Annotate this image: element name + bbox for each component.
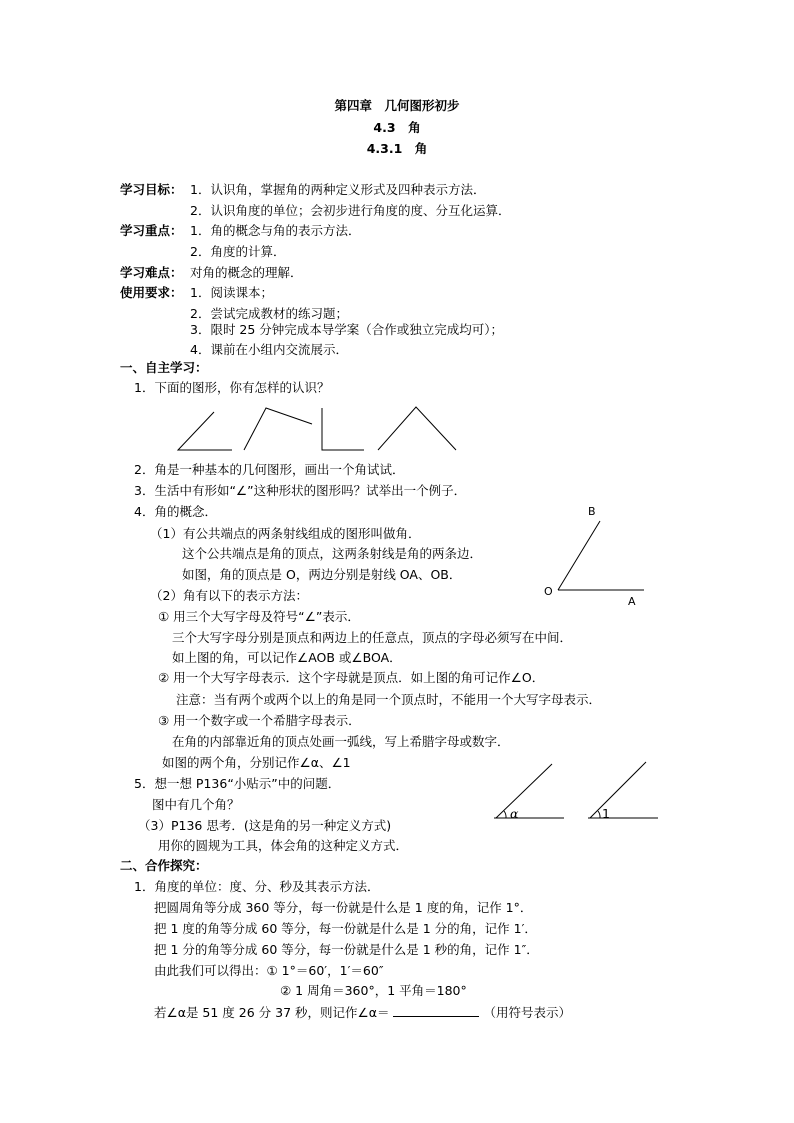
section-title: 4.3 角 <box>373 120 421 135</box>
exercise-hint: （用符号表示） <box>483 1005 571 1020</box>
subsection-title: 4.3.1 角 <box>366 141 428 156</box>
point-o-label: O <box>544 585 553 598</box>
question-2: 2．角是一种基本的几何图形，画出一个角试试． <box>134 462 405 477</box>
alpha-arc <box>504 811 506 818</box>
definition-2: （2）角有以下的表示方法： <box>150 588 308 603</box>
goal-item: 2．认识角度的单位；会初步进行角度的度、分互化运算． <box>190 203 511 218</box>
question-3: 3．生活中有形如“∠”这种形状的图形吗？试举出一个例子． <box>134 483 467 498</box>
definition-1-vertex: 这个公共端点是角的顶点，这两条射线是角的两条边． <box>182 546 483 561</box>
key-point-item: 2．角度的计算． <box>190 244 286 259</box>
part2-question-1: 1．角度的单位：度、分、秒及其表示方法． <box>134 879 380 894</box>
requirements-label: 使用要求： <box>120 285 183 300</box>
method-3-note: 在角的内部靠近角的顶点处画一弧线，写上希腊字母或数字． <box>172 734 510 749</box>
method-2-note: 注意：当有两个或两个以上的角是同一个顶点时，不能用一个大写字母表示． <box>176 692 602 707</box>
one-arc <box>598 811 600 818</box>
alpha-label: α <box>510 806 519 821</box>
question-5-sub: 图中有几个角？ <box>152 797 240 812</box>
part2-title: 二、合作探究： <box>120 858 208 873</box>
goals-label: 学习目标： <box>120 182 183 197</box>
answer-blank[interactable] <box>393 1004 479 1017</box>
alpha-angle-ray-upper <box>496 764 552 818</box>
ray-ob <box>558 521 600 590</box>
conclusion-1: 由此我们可以得出：① 1°＝60′，1′＝60″ <box>154 963 384 978</box>
method-1: ① 用三个大写字母及符号“∠”表示． <box>158 609 360 624</box>
method-3: ③ 用一个数字或一个希腊字母表示． <box>158 713 361 728</box>
question-1: 1．下面的图形，你有怎样的认识？ <box>134 380 330 395</box>
minute-definition: 把 1 度的角等分成 60 等分，每一份就是什么是 1 分的角，记作 1′． <box>154 921 537 936</box>
method-1-note: 三个大写字母分别是顶点和两边上的任意点，顶点的字母必须写在中间． <box>172 630 573 645</box>
question-4: 4．角的概念． <box>134 504 217 519</box>
angle-shape-2 <box>244 408 312 450</box>
angle-shape-1 <box>178 412 232 450</box>
key-points-label: 学习重点： <box>120 223 183 238</box>
exercise-prompt: 若∠α是 51 度 26 分 37 秒，则记作∠α＝ <box>154 1005 390 1020</box>
question-5: 5．想一想 P136“小贴示”中的问题． <box>134 776 341 791</box>
chapter-title: 第四章 几何图形初步 <box>334 98 460 113</box>
method-3-example: 如图的两个角，分别记作∠α、∠1 <box>162 755 351 770</box>
requirement-item: 3．限时 25 分钟完成本导学案（合作或独立完成均可）； <box>190 322 504 337</box>
requirement-item: 2．尝试完成教材的练习题； <box>190 306 348 321</box>
one-angle-ray-upper <box>590 762 646 818</box>
definition-1-example: 如图，角的顶点是 O，两边分别是射线 OA、OB． <box>182 567 462 582</box>
conclusion-2: ② 1 周角＝360°，1 平角＝180° <box>280 983 467 998</box>
definition-1: （1）有公共端点的两条射线组成的图形叫做角． <box>150 526 421 541</box>
degree-definition: 把圆周角等分成 360 等分，每一份就是什么是 1 度的角，记作 1°． <box>154 900 533 915</box>
point-b-label: B <box>588 505 596 518</box>
method-1-example: 如上图的角，可以记作∠AOB 或∠BOA． <box>172 650 402 665</box>
difficulty-text: 对角的概念的理解． <box>190 265 303 280</box>
angle-shape-4 <box>378 407 456 450</box>
second-definition: 把 1 分的角等分成 60 等分，每一份就是什么是 1 秒的角，记作 1″． <box>154 942 539 957</box>
point-a-label: A <box>628 595 636 608</box>
requirement-item: 4．课前在小组内交流展示． <box>190 342 348 357</box>
part1-title: 一、自主学习： <box>120 360 208 375</box>
goal-item: 1．认识角，掌握角的两种定义形式及四种表示方法． <box>190 182 486 197</box>
angle-shape-3 <box>322 408 364 450</box>
difficulty-label: 学习难点： <box>120 265 183 280</box>
key-point-item: 1．角的概念与角的表示方法． <box>190 223 361 238</box>
question-5-3-sub: 用你的圆规为工具，体会角的这种定义方式． <box>158 838 409 853</box>
method-2: ② 用一个大写字母表示．这个字母就是顶点．如上图的角可记作∠O． <box>158 670 545 685</box>
exercise-line <box>154 1004 571 1021</box>
question-5-3: （3）P136 思考．(这是角的另一种定义方式) <box>138 818 392 833</box>
requirement-item: 1．阅读课本； <box>190 285 273 300</box>
one-label: 1 <box>602 806 610 821</box>
